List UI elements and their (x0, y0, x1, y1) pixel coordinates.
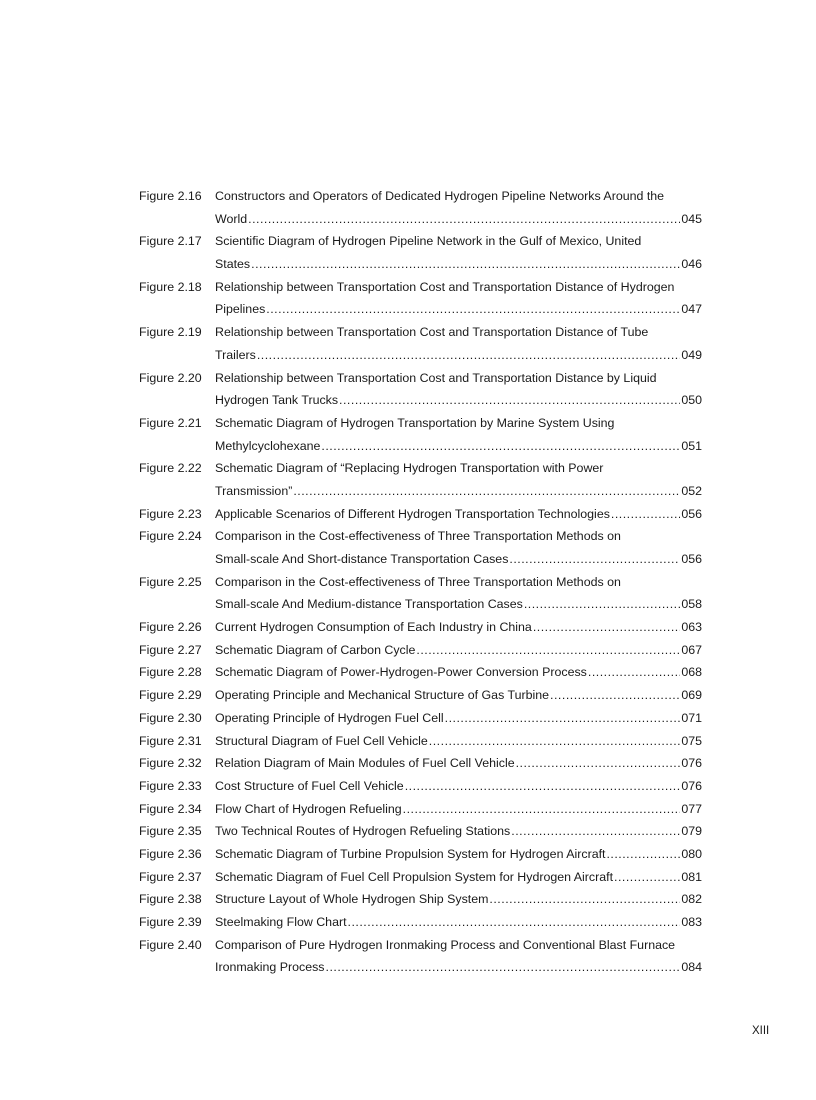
dot-leader (588, 661, 680, 684)
title-line (215, 525, 702, 548)
title-text: Hydrogen Tank Trucks (215, 393, 339, 408)
toc-entry[interactable] (139, 525, 702, 570)
title-text: Small-scale And Medium-distance Transportation Cases (215, 597, 523, 612)
title-line (215, 480, 702, 503)
dot-leader (614, 866, 680, 889)
dot-leader (321, 435, 680, 458)
figure-label: Figure 2.35 (139, 824, 202, 839)
figure-title (215, 730, 702, 753)
dot-leader (405, 775, 681, 798)
toc-entry[interactable] (139, 775, 702, 798)
title-line (215, 503, 702, 526)
page-reference[interactable]: 068 (681, 665, 702, 680)
title-text: Relationship between Transportation Cost and Transportation Distance of Hydrogen (215, 279, 675, 294)
figure-title (215, 230, 702, 275)
page-reference[interactable]: 082 (681, 892, 702, 907)
figure-label: Figure 2.27 (139, 642, 202, 657)
dot-leader (266, 298, 680, 321)
page-reference[interactable]: 077 (681, 801, 702, 816)
page-reference[interactable]: 056 (681, 552, 702, 566)
figure-label: Figure 2.32 (139, 756, 202, 771)
toc-entry[interactable] (139, 571, 702, 616)
title-line (215, 389, 702, 412)
title-text: Scientific Diagram of Hydrogen Pipeline Network in the Gulf of Mexico, United (215, 234, 642, 249)
figure-label: Figure 2.33 (139, 778, 202, 793)
figure-title (215, 911, 702, 934)
toc-entry[interactable] (139, 367, 702, 412)
toc-entry[interactable] (139, 639, 702, 662)
title-text: World (215, 211, 248, 226)
dot-leader (509, 548, 680, 571)
title-text: Trailers (215, 347, 256, 362)
dot-leader (326, 956, 681, 979)
title-text: Schematic Diagram of “Replacing Hydrogen Transportation with Power (215, 461, 604, 476)
figure-label: Figure 2.18 (139, 279, 202, 294)
figure-label: Figure 2.29 (139, 688, 202, 703)
dot-leader (293, 480, 680, 503)
page-reference[interactable]: 052 (681, 483, 702, 498)
title-line (215, 298, 702, 321)
page-reference[interactable]: 047 (681, 302, 702, 317)
title-line (215, 684, 702, 707)
page-number: XIII (752, 1025, 770, 1037)
figure-label: Figure 2.20 (139, 370, 202, 385)
title-line (215, 253, 702, 276)
title-line (215, 276, 702, 299)
toc-entry[interactable] (139, 752, 702, 775)
page-reference[interactable]: 079 (681, 824, 702, 839)
dot-leader (611, 503, 680, 526)
figure-title (215, 571, 702, 616)
title-text: Relationship between Transportation Cost and Transportation Distance by Liquid (215, 370, 657, 385)
figure-title (215, 866, 702, 889)
title-line (215, 730, 702, 753)
page-reference[interactable]: 058 (681, 597, 702, 612)
toc-entry[interactable] (139, 503, 702, 526)
figure-label: Figure 2.16 (139, 189, 202, 203)
figure-label: Figure 2.37 (139, 869, 202, 884)
title-text: Relation Diagram of Main Modules of Fuel Cell Vehicle (215, 756, 515, 771)
page-reference[interactable]: 056 (681, 506, 702, 521)
title-line (215, 707, 702, 730)
dot-leader (339, 389, 680, 412)
title-text: Steelmaking Flow Chart (215, 915, 347, 929)
title-text: Ironmaking Process (215, 960, 325, 975)
figure-title (215, 707, 702, 730)
figure-label: Figure 2.28 (139, 665, 202, 680)
figure-title (215, 888, 702, 911)
page-reference[interactable]: 069 (681, 688, 702, 703)
page-reference[interactable]: 081 (681, 869, 702, 884)
figure-title (215, 820, 702, 843)
title-line (215, 616, 702, 639)
title-text: Relationship between Transportation Cost and Transportation Distance of Tube (215, 325, 649, 340)
title-line (215, 843, 702, 866)
toc-entry[interactable] (139, 707, 702, 730)
title-line (215, 344, 702, 367)
dot-leader (251, 253, 680, 276)
page-reference[interactable]: 045 (681, 211, 702, 226)
figure-title (215, 616, 702, 639)
toc-entry[interactable] (139, 820, 702, 843)
title-text: Methylcyclohexane (215, 438, 321, 453)
dot-leader (524, 593, 680, 616)
figure-title (215, 639, 702, 662)
figure-title (215, 185, 702, 230)
title-text: Cost Structure of Fuel Cell Vehicle (215, 778, 404, 793)
title-text: Schematic Diagram of Carbon Cycle (215, 642, 416, 657)
title-line (215, 639, 702, 662)
title-line (215, 911, 702, 934)
figure-label: Figure 2.31 (139, 733, 202, 748)
figure-label: Figure 2.23 (139, 506, 202, 521)
figure-title (215, 798, 702, 821)
page-reference[interactable]: 049 (681, 347, 702, 362)
toc-entry[interactable] (139, 457, 702, 502)
dot-leader (516, 752, 681, 775)
title-text: Two Technical Routes of Hydrogen Refueling Stations (215, 824, 511, 839)
page-reference[interactable]: 076 (681, 778, 702, 793)
figure-title (215, 412, 702, 457)
title-text: Operating Principle and Mechanical Structure of Gas Turbine (215, 688, 550, 703)
title-line (215, 230, 702, 253)
title-line (215, 208, 702, 231)
figure-label: Figure 2.24 (139, 529, 202, 544)
page-reference[interactable]: 050 (681, 393, 702, 408)
figure-label: Figure 2.22 (139, 461, 202, 476)
figure-label: Figure 2.26 (139, 620, 202, 635)
title-text: Comparison of Pure Hydrogen Ironmaking Process and Conventional Blast Furnace (215, 937, 676, 952)
title-text: Schematic Diagram of Fuel Cell Propulsion System for Hydrogen Aircraft (215, 869, 614, 884)
title-text: Structural Diagram of Fuel Cell Vehicle (215, 733, 428, 748)
title-line (215, 548, 702, 571)
title-line (215, 956, 702, 979)
toc-entry[interactable] (139, 843, 702, 866)
title-text: Schematic Diagram of Power-Hydrogen-Power Conversion Process (215, 665, 587, 680)
title-line (215, 321, 702, 344)
title-text: Transmission” (215, 483, 293, 498)
dot-leader (550, 684, 680, 707)
dot-leader (248, 208, 680, 231)
title-text: Schematic Diagram of Turbine Propulsion System for Hydrogen Aircraft (215, 846, 606, 861)
toc-entry[interactable] (139, 276, 702, 321)
page-reference[interactable]: 084 (681, 960, 702, 975)
title-text: Comparison in the Cost-effectiveness of Three Transportation Methods on (215, 529, 621, 544)
toc-entry[interactable] (139, 888, 702, 911)
figure-label: Figure 2.38 (139, 892, 202, 907)
dot-leader (489, 888, 680, 911)
page-reference[interactable]: 063 (681, 620, 702, 635)
toc-entry[interactable] (139, 230, 702, 275)
list-of-figures (139, 185, 702, 979)
toc-entry[interactable] (139, 730, 702, 753)
title-text: Operating Principle of Hydrogen Fuel Cell (215, 710, 444, 725)
toc-entry[interactable] (139, 616, 702, 639)
figure-label: Figure 2.17 (139, 234, 202, 249)
page-reference[interactable]: 046 (681, 257, 702, 272)
toc-entry[interactable] (139, 185, 702, 230)
title-line (215, 457, 702, 480)
toc-entry[interactable] (139, 798, 702, 821)
toc-entry[interactable] (139, 321, 702, 366)
figure-title (215, 661, 702, 684)
title-line (215, 571, 702, 594)
title-line (215, 866, 702, 889)
toc-entry[interactable] (139, 911, 702, 934)
title-text: Structure Layout of Whole Hydrogen Ship System (215, 892, 489, 907)
title-line (215, 752, 702, 775)
title-line (215, 798, 702, 821)
dot-leader (533, 616, 680, 639)
figure-title (215, 367, 702, 412)
figure-title (215, 503, 702, 526)
title-line (215, 412, 702, 435)
toc-entry[interactable] (139, 412, 702, 457)
title-text: Small-scale And Short-distance Transportation Cases (215, 552, 509, 566)
figure-label: Figure 2.25 (139, 574, 202, 589)
title-text: Applicable Scenarios of Different Hydrogen Transportation Technologies (215, 506, 610, 521)
page-reference[interactable]: 080 (681, 846, 702, 861)
title-text: Pipelines (215, 302, 266, 317)
toc-entry[interactable] (139, 866, 702, 889)
figure-title (215, 525, 702, 570)
figure-title (215, 752, 702, 775)
page-reference[interactable]: 076 (681, 756, 702, 771)
dot-leader (511, 820, 680, 843)
toc-entry[interactable] (139, 934, 702, 979)
title-line (215, 185, 702, 208)
page-reference[interactable]: 083 (681, 915, 702, 929)
figure-title (215, 276, 702, 321)
figure-label: Figure 2.34 (139, 801, 202, 816)
figure-label: Figure 2.21 (139, 415, 202, 430)
dot-leader (348, 911, 681, 934)
dot-leader (429, 730, 681, 753)
title-line (215, 661, 702, 684)
title-text: Schematic Diagram of Hydrogen Transportation by Marine System Using (215, 415, 615, 430)
dot-leader (416, 639, 680, 662)
title-line (215, 435, 702, 458)
title-line (215, 593, 702, 616)
page-reference[interactable]: 075 (681, 733, 702, 748)
dot-leader (257, 344, 680, 367)
title-text: Current Hydrogen Consumption of Each Industry in China (215, 620, 532, 635)
figure-label: Figure 2.39 (139, 915, 202, 929)
title-text: States (215, 257, 251, 272)
toc-entry[interactable] (139, 661, 702, 684)
figure-label: Figure 2.36 (139, 846, 202, 861)
figure-title (215, 934, 702, 979)
page-reference[interactable]: 071 (681, 710, 702, 725)
figure-title (215, 321, 702, 366)
page-reference[interactable]: 067 (681, 642, 702, 657)
figure-title (215, 684, 702, 707)
title-line (215, 888, 702, 911)
title-text: Flow Chart of Hydrogen Refueling (215, 801, 402, 816)
title-text: Comparison in the Cost-effectiveness of Three Transportation Methods on (215, 574, 621, 589)
figure-label: Figure 2.40 (139, 937, 202, 952)
figure-title (215, 843, 702, 866)
title-line (215, 934, 702, 957)
figure-label: Figure 2.30 (139, 710, 202, 725)
toc-entry[interactable] (139, 684, 702, 707)
title-line (215, 775, 702, 798)
figure-title (215, 775, 702, 798)
figure-label: Figure 2.19 (139, 325, 202, 340)
title-line (215, 367, 702, 390)
figure-title (215, 457, 702, 502)
dot-leader (606, 843, 680, 866)
title-text: Constructors and Operators of Dedicated Hydrogen Pipeline Networks Around the (215, 189, 665, 203)
title-line (215, 820, 702, 843)
dot-leader (445, 707, 681, 730)
page-reference[interactable]: 051 (681, 438, 702, 453)
dot-leader (403, 798, 681, 821)
